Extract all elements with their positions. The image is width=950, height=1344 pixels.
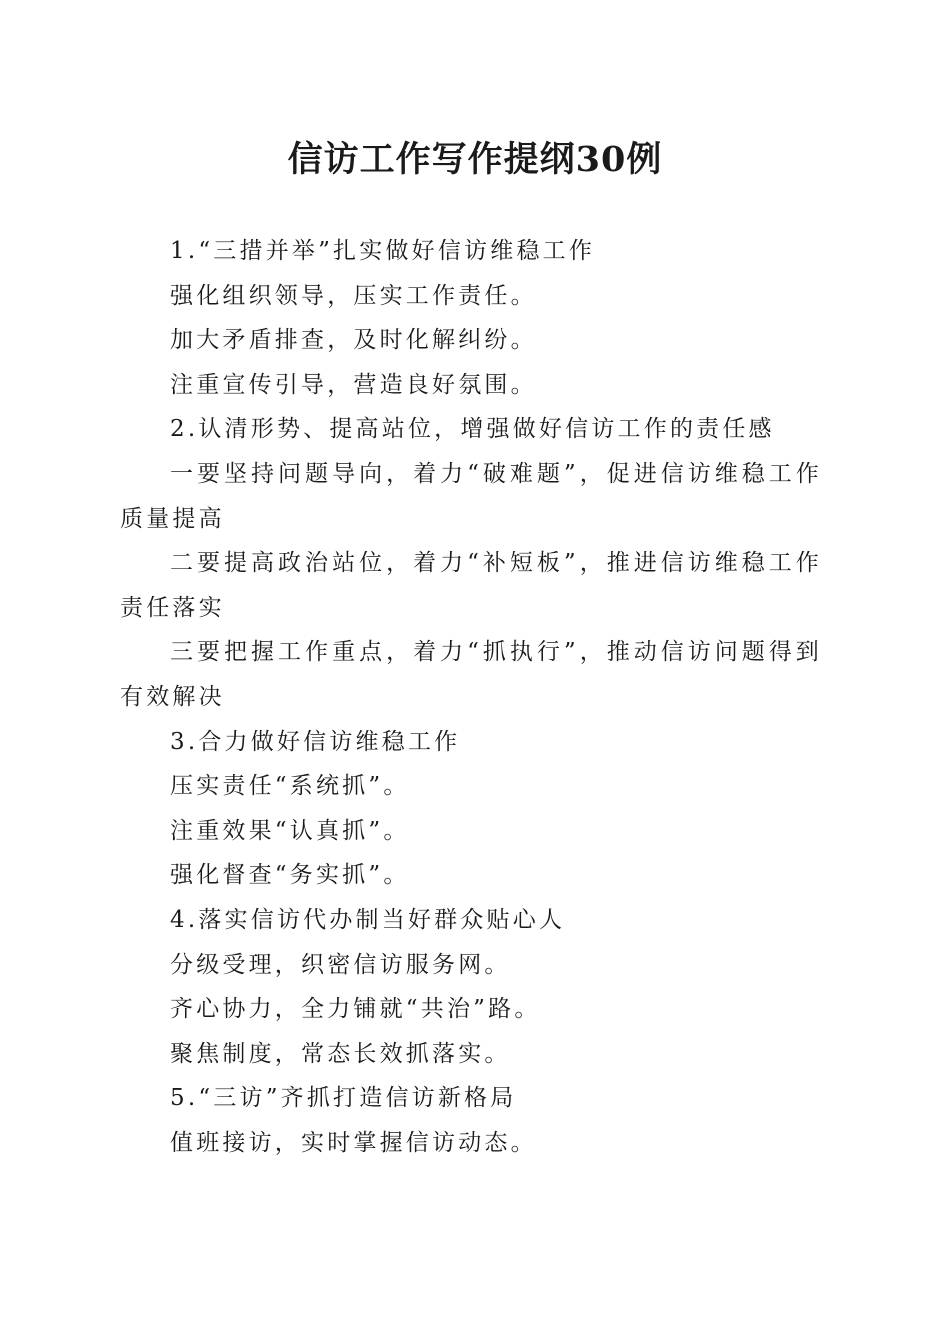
paragraph: 二要提高政治站位，着力“补短板”，推进信访维稳工作责任落实 [120,550,822,621]
paragraph: 值班接访，实时掌握信访动态。 [170,1129,537,1156]
paragraph: 分级受理，织密信访服务网。 [170,951,511,978]
paragraph: 齐心协力，全力铺就“共治”路。 [170,996,541,1023]
paragraph: 注重效果“认真抓”。 [170,817,410,844]
paragraph: 强化督查“务实抓”。 [170,862,410,889]
paragraph: 三要把握工作重点，着力“抓执行”，推动信访问题得到有效解决 [120,639,822,710]
paragraph: 注重宣传引导，营造良好氛围。 [170,371,537,398]
paragraph: 加大矛盾排查，及时化解纠纷。 [170,327,537,354]
document-title: 信访工作写作提纲30例 [287,139,663,180]
paragraph: 聚焦制度，常态长效抓落实。 [170,1040,511,1067]
section-heading-1: 1.“三措并举”扎实做好信访维稳工作 [170,238,596,264]
section-heading-3: 3.合力做好信访维稳工作 [170,728,461,755]
section-heading-2: 2.认清形势、提高站位，增强做好信访工作的责任感 [170,416,775,443]
section-heading-4: 4.落实信访代办制当好群众贴心人 [170,906,566,933]
document-body [120,229,822,1165]
section-heading-5: 5.“三访”齐抓打造信访新格局 [170,1085,517,1112]
paragraph: 一要坚持问题导向，着力“破难题”，促进信访维稳工作质量提高 [120,460,822,532]
paragraph: 强化组织领导，压实工作责任。 [170,282,537,309]
paragraph: 压实责任“系统抓”。 [170,773,410,800]
